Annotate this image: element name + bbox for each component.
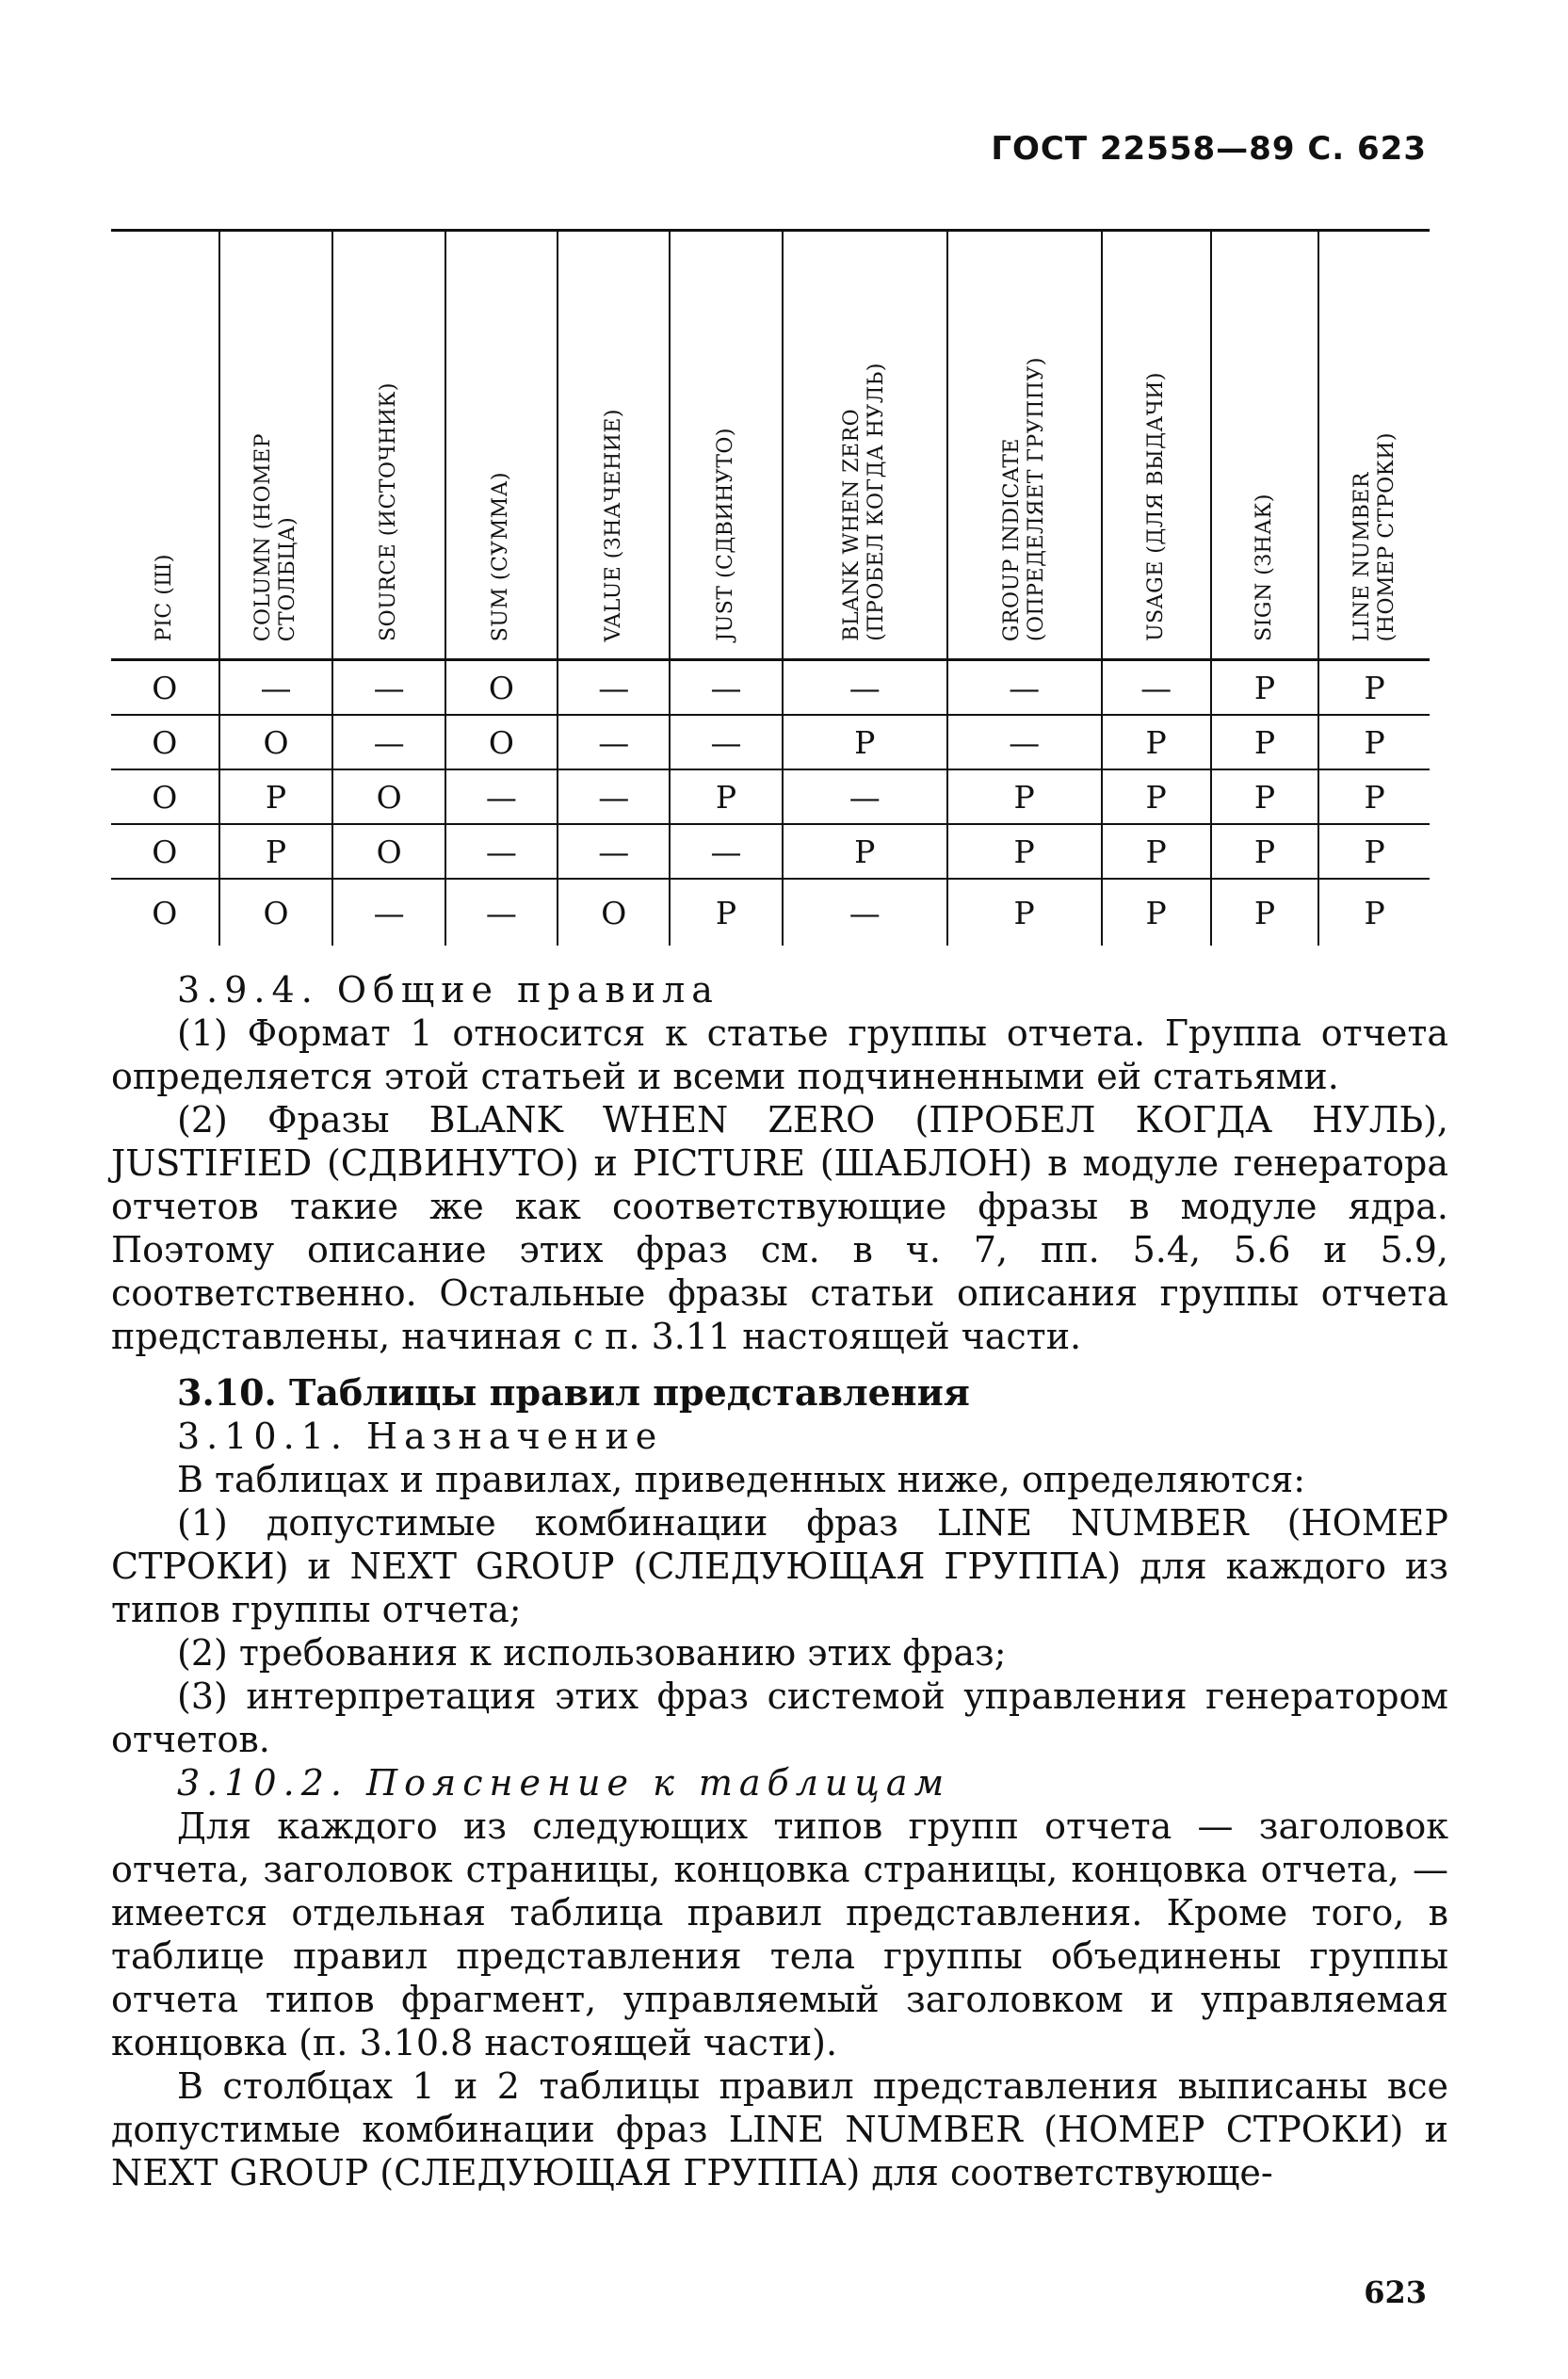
column-header [1318, 231, 1430, 660]
table-cell: О [332, 769, 445, 824]
table-cell: — [445, 769, 558, 824]
section-3-10-2-title: 3.10.2. Пояснение к таблицам [177, 1762, 951, 1804]
body-text [111, 968, 1448, 2194]
table-cell: — [558, 660, 670, 716]
table-cell: Р [1318, 715, 1430, 769]
running-head: ГОСТ 22558—89 С. 623 [991, 130, 1427, 168]
table-cell: Р [1211, 715, 1319, 769]
table-cell: Р [947, 824, 1102, 879]
table-cell: Р [1318, 824, 1430, 879]
table-row [111, 715, 1430, 769]
table-cell: О [558, 879, 670, 946]
table-cell: Р [947, 769, 1102, 824]
column-header-label: USAGE (ДЛЯ ВЫДАЧИ) [1143, 372, 1168, 641]
table-cell: — [947, 660, 1102, 716]
column-header-label: SIGN (ЗНАК) [1252, 494, 1276, 641]
presentation-rules-table [111, 229, 1430, 946]
table-cell: — [670, 660, 782, 716]
table-row [111, 660, 1430, 716]
table-cell: О [152, 669, 178, 706]
table-cell: — [332, 715, 445, 769]
column-header-label: PIC (Ш) [152, 553, 176, 641]
table-cell: — [558, 769, 670, 824]
column-header [111, 231, 219, 660]
column-header-label: COLUMN (НОМЕР СТОЛБЦА) [251, 432, 299, 641]
table-cell: Р [947, 879, 1102, 946]
table-cell: — [558, 715, 670, 769]
table-cell: Р [1318, 879, 1430, 946]
table-cell: Р [1102, 769, 1211, 824]
table-cell: — [219, 660, 333, 716]
section-3-10-2-paragraph-2: В столбцах 1 и 2 таблицы правил представления выписаны все допустимые комбинации фраз LINE NUMBER (НОМЕР СТРОКИ) и NEXT GROUP (СЛЕДУЮЩАЯ ГРУППА) для соответствующе- [111, 2065, 1448, 2193]
table-cell: — [783, 769, 947, 824]
table-row [111, 769, 1430, 824]
table-cell: Р [1102, 715, 1211, 769]
table-cell: — [332, 660, 445, 716]
table-cell: О [445, 660, 558, 716]
column-header-label: VALUE (ЗНАЧЕНИЕ) [601, 408, 625, 641]
table-cell: Р [219, 824, 333, 879]
column-header [332, 231, 445, 660]
section-3-9-4-paragraph-2: (2) Фразы BLANK WHEN ZERO (ПРОБЕЛ КОГДА НУЛЬ), JUSTIFIED (СДВИНУТО) и PICTURE (ШАБЛОН) в модуле генератора отчетов такие же как соответствующие фразы в модуле ядра. Поэтому описание этих фраз см. в ч. 7, пп. 5.4, 5.6 и 5.9, соответственно. Остальные фразы статьи описания группы отчета представлены, начиная с п. 3.11 настоящей части. [111, 1099, 1448, 1357]
table-cell: — [332, 879, 445, 946]
column-header-label: BLANK WHEN ZERO (ПРОБЕЛ КОГДА НУЛЬ) [840, 363, 889, 641]
column-header [219, 231, 333, 660]
table-cell: О [152, 723, 178, 761]
table-cell: Р [1102, 879, 1211, 946]
table-cell: О [445, 715, 558, 769]
table-cell: О [219, 879, 333, 946]
table-cell: — [445, 879, 558, 946]
column-header [1211, 231, 1319, 660]
table-cell: Р [1211, 769, 1319, 824]
column-header-label: JUST (СДВИНУТО) [714, 428, 738, 641]
column-header-label: SUM (СУММА) [489, 471, 513, 641]
table-cell: — [783, 879, 947, 946]
table-cell: Р [1211, 879, 1319, 946]
section-3-10-1-item-2: (2) требования к использованию этих фраз; [177, 1632, 1007, 1674]
section-3-9-4-paragraph-1: (1) Формат 1 относится к статье группы отчета. Группа отчета определяется этой статьей и всеми подчиненными ей статьями. [111, 1012, 1448, 1097]
table-header-row [111, 231, 1430, 660]
column-header-label: GROUP INDICATE (ОПРЕДЕЛЯЕТ ГРУППУ) [999, 356, 1048, 641]
section-3-10-1-title: 3.10.1. Назначение [177, 1416, 664, 1457]
section-3-10-1-item-1: (1) допустимые комбинации фраз LINE NUMBER (НОМЕР СТРОКИ) и NEXT GROUP (СЛЕДУЮЩАЯ ГРУППА) для каждого из типов группы отчета; [111, 1502, 1448, 1630]
section-3-9-4-title: 3.9.4. Общие правила [177, 969, 719, 1011]
section-3-10-1-intro: В таблицах и правилах, приведенных ниже, определяются: [177, 1459, 1306, 1500]
column-header [1102, 231, 1211, 660]
table-cell: О [332, 824, 445, 879]
table-cell: Р [1211, 660, 1319, 716]
rules-table-wrapper [111, 229, 1430, 946]
table-cell: Р [783, 715, 947, 769]
table-cell: — [445, 824, 558, 879]
table-cell: О [152, 778, 178, 816]
table-cell: Р [1318, 660, 1430, 716]
table-cell: Р [783, 824, 947, 879]
table-cell: — [670, 824, 782, 879]
table-cell: — [558, 824, 670, 879]
table-cell: — [947, 715, 1102, 769]
column-header [558, 231, 670, 660]
table-cell: О [152, 894, 178, 931]
table-cell: — [1102, 660, 1211, 716]
table-body [111, 660, 1430, 947]
table-cell: Р [1318, 769, 1430, 824]
table-row [111, 824, 1430, 879]
column-header [670, 231, 782, 660]
table-cell: Р [1102, 824, 1211, 879]
column-header [783, 231, 947, 660]
table-row [111, 879, 1430, 946]
section-3-10-title: 3.10. Таблицы правил представления [177, 1371, 970, 1414]
table-cell: О [219, 715, 333, 769]
column-header-label: SOURCE (ИСТОЧНИК) [377, 382, 401, 641]
table-cell: Р [670, 769, 782, 824]
table-cell: О [152, 833, 178, 870]
table-cell: — [783, 660, 947, 716]
table-cell: Р [670, 879, 782, 946]
section-3-10-2-paragraph-1: Для каждого из следующих типов групп отчета — заголовок отчета, заголовок страницы, концовка страницы, концовка отчета, — имеется отдельная таблица правил представления. Кроме того, в таблице правил представления тела группы объединены группы отчета типов фрагмент, управляемый заголовком и управляемая концовка (п. 3.10.8 настоящей части). [111, 1805, 1448, 2063]
column-header [445, 231, 558, 660]
column-header [947, 231, 1102, 660]
table-cell: Р [1211, 824, 1319, 879]
column-header-label: LINE NUMBER (НОМЕР СТРОКИ) [1350, 431, 1398, 641]
table-cell: Р [219, 769, 333, 824]
section-3-10-1-item-3: (3) интерпретация этих фраз системой управления генератором отчетов. [111, 1675, 1448, 1760]
page-number: 623 [1364, 2274, 1427, 2310]
table-cell: — [670, 715, 782, 769]
